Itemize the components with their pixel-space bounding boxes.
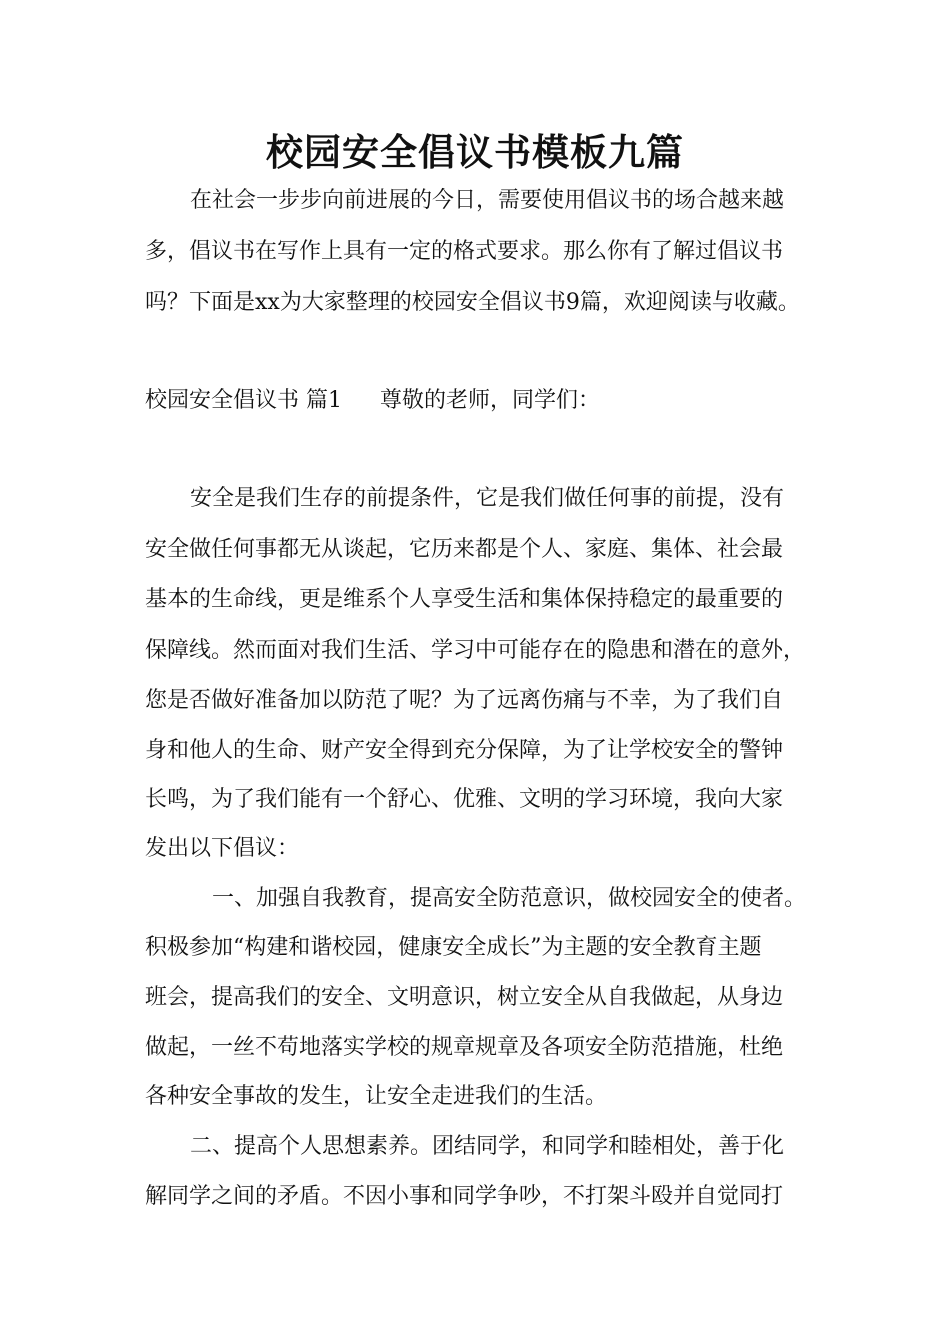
paragraph-line: 解同学之间的矛盾。不因小事和同学争吵，不打架斗殴并自觉同打 [145,1184,784,1209]
paragraph-line: 您是否做好准备加以防范了呢？为了远离伤痛与不幸，为了我们自 [145,688,784,713]
paragraph-line: 保障线。然而面对我们生活、学习中可能存在的隐患和潜在的意外， [145,638,806,663]
paragraph-line: 身和他人的生命、财产安全得到充分保障，为了让学校安全的警钟 [145,738,784,763]
intro-line: 在社会一步步向前进展的今日，需要使用倡议书的场合越来越 [190,188,785,213]
paragraph-line: 长鸣，为了我们能有一个舒心、优雅、文明的学习环境，我向大家 [145,787,784,812]
paragraph-line: 安全是我们生存的前提条件，它是我们做任何事的前提，没有 [190,486,785,511]
paragraph-line: 积极参加“构建和谐校园，健康安全成长”为主题的安全教育主题 [145,935,762,960]
document-title: 校园安全倡议书模板九篇 [266,131,684,174]
paragraph-line: 发出以下倡议： [145,836,300,861]
intro-line: 吗？下面是xx为大家整理的校园安全倡议书9篇，欢迎阅读与收藏。 [145,290,800,315]
paragraph-line: 各种安全事故的发生，让安全走进我们的生活。 [145,1084,608,1109]
salutation: 尊敬的老师，同学们： [380,388,601,413]
paragraph-line: 二、提高个人思想素养。团结同学，和同学和睦相处，善于化 [190,1134,785,1159]
paragraph-line: 一、加强自我教育，提高安全防范意识，做校园安全的使者。 [212,886,807,911]
paragraph-line: 班会，提高我们的安全、文明意识，树立安全从自我做起，从身边 [145,985,784,1010]
paragraph-line: 做起，一丝不苟地落实学校的规章规章及各项安全防范措施，杜绝 [145,1035,784,1060]
paragraph-line: 基本的生命线，更是维系个人享受生活和集体保持稳定的最重要的 [145,587,784,612]
section-heading-row [145,386,600,416]
paragraph-line: 安全做任何事都无从谈起，它历来都是个人、家庭、集体、社会最 [145,537,784,562]
intro-line: 多，倡议书在写作上具有一定的格式要求。那么你有了解过倡议书 [145,239,784,264]
section-heading: 校园安全倡议书 篇1 [145,388,342,413]
